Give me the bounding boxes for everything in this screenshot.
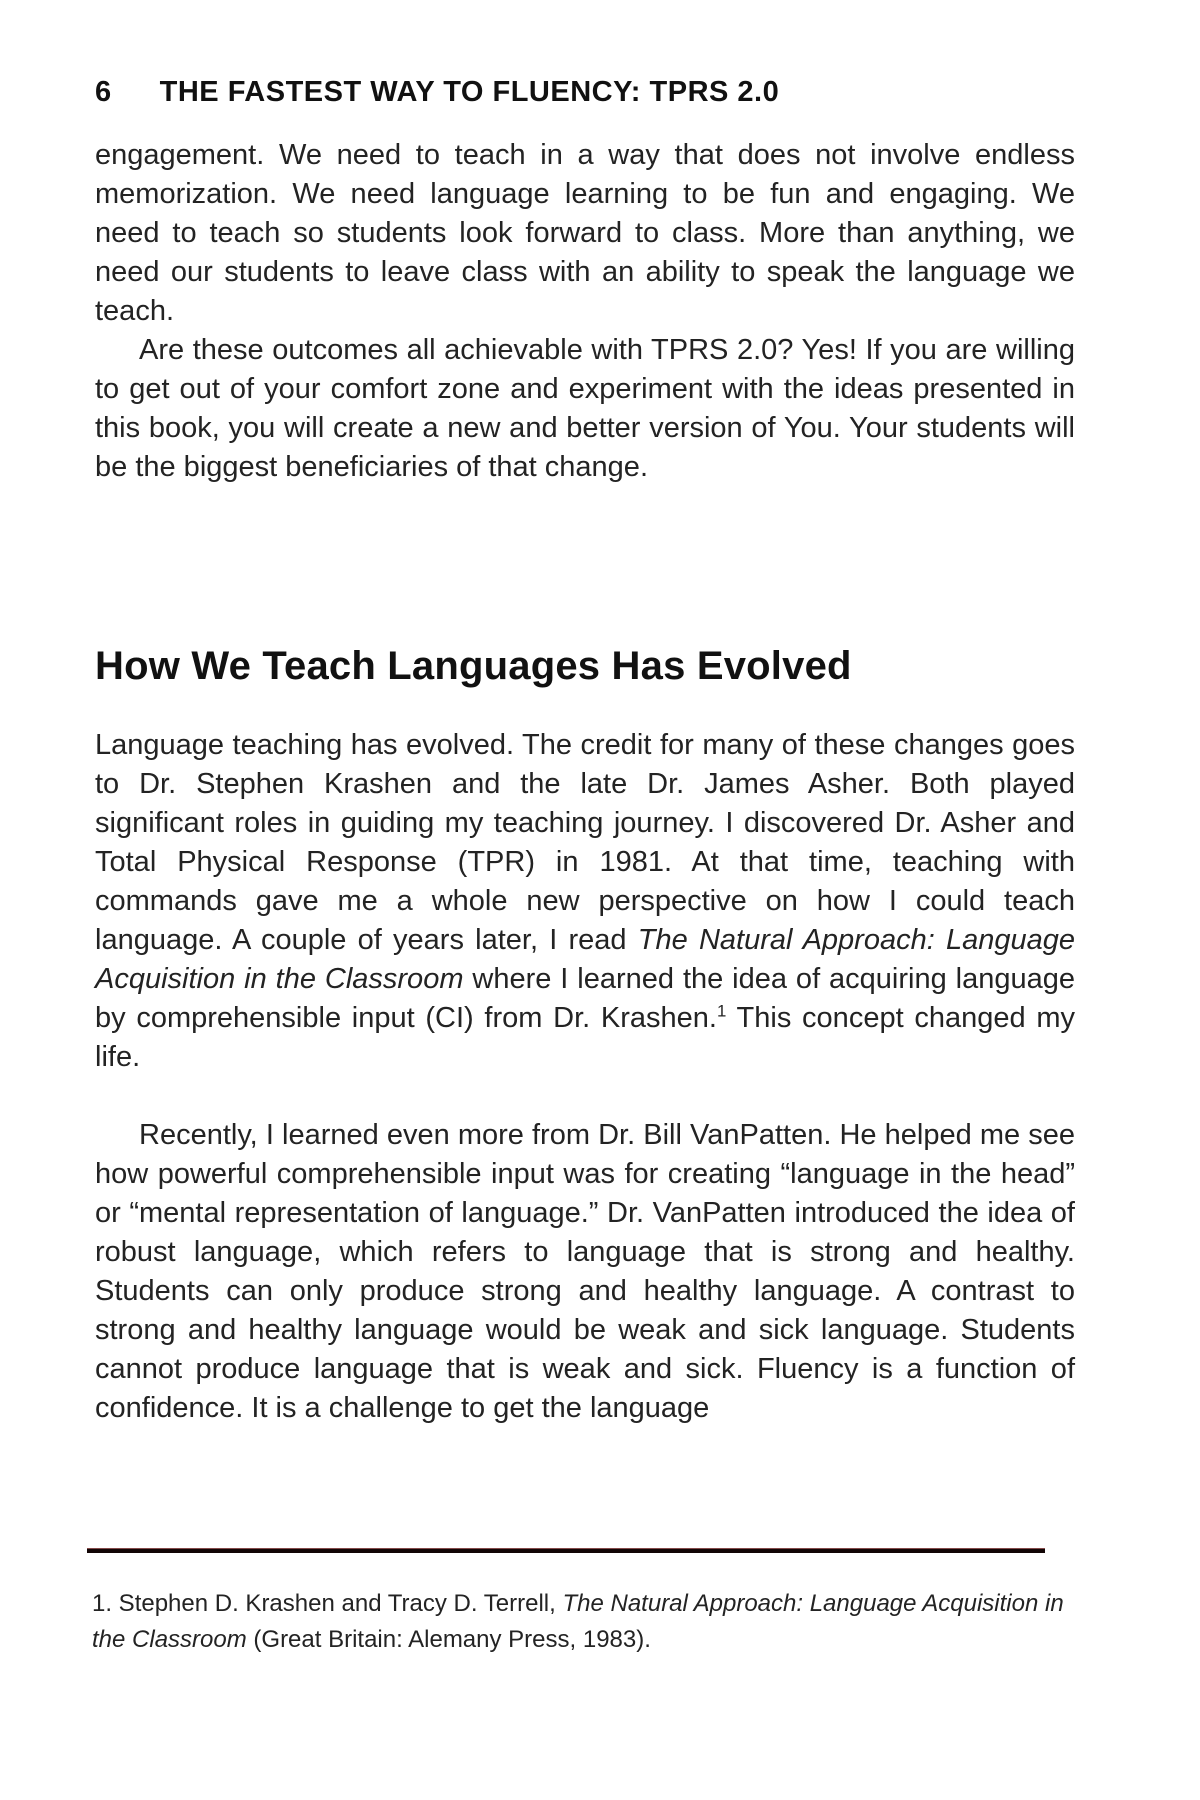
page-header bbox=[95, 76, 1075, 109]
paragraph-outcomes: Are these outcomes all achievable with TPRS 2.0? Yes! If you are willing to get out of your comfort zone and experiment with the ideas presented in this book, you will create a new and better version of You. Your students will be the biggest beneficiaries of that change. bbox=[95, 334, 1075, 483]
running-title: THE FASTEST WAY TO FLUENCY: TPRS 2.0 bbox=[159, 76, 780, 108]
footnote-separator-rule bbox=[87, 1548, 1045, 1553]
page-number: 6 bbox=[95, 76, 112, 108]
footnote-citation: 1. Stephen D. Krashen and Tracy D. Terrell, The Natural Approach: Language Acquisition in the Classroom (Great Britain: Alemany Press, 1983). bbox=[92, 1590, 1064, 1653]
paragraph-evolution: Language teaching has evolved. The credit for many of these changes goes to Dr. Stephen Krashen and the late Dr. James Asher. Both played significant roles in guiding my teaching journey. I discovered Dr. Asher and Total Physical Response (TPR) in 1981. At that time, teaching with commands gave me a whole new perspective on how I could teach language. A couple of years later, I read The Natural Approach: Language Acquisition in the Classroom where I learned the idea of acquiring language by comprehensible input (CI) from Dr. Krashen.$^1$ This concept changed my life. bbox=[95, 729, 1076, 1073]
paragraph-vanpatten: Recently, I learned even more from Dr. Bill VanPatten. He helped me see how powerful comprehensible input was for creating “language in the head” or “mental representation of language.” Dr. VanPatten introduced the idea of robust language, which refers to language that is strong and healthy. Students can only produce strong and healthy language. A contrast to strong and healthy language would be weak and sick language. Students cannot produce language that is weak and sick. Fluency is a function of confidence. It is a challenge to get the language bbox=[95, 1119, 1075, 1424]
section-heading: How We Teach Languages Has Evolved bbox=[95, 644, 852, 688]
paragraph-engagement: engagement. We need to teach in a way that does not involve endless memorization. We need language learning to be fun and engaging. We need to teach so students look forward to class. More than anything, we need our students to leave class with an ability to speak the language we teach. bbox=[95, 139, 1075, 327]
